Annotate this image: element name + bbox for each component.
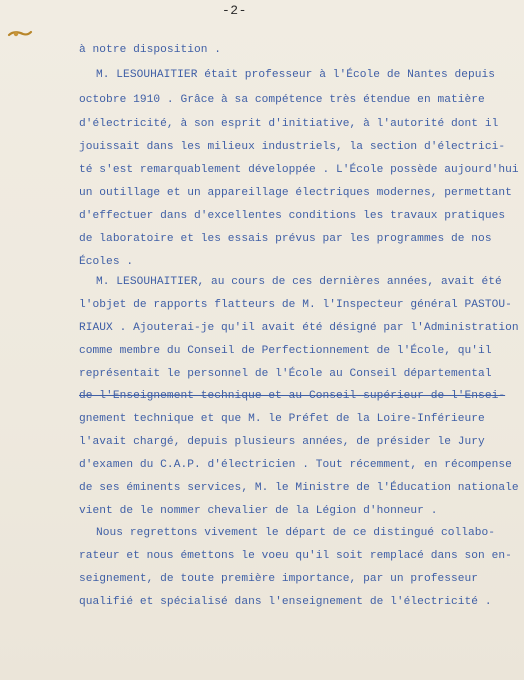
text-line: seignement, de toute première importance, par un professeur	[79, 573, 479, 585]
text-line: l'objet de rapports flatteurs de M. l'Inspecteur général PASTOU-	[79, 299, 512, 311]
text-line: comme membre du Conseil de Perfectionnement de l'École, qu'il	[79, 345, 492, 357]
text-line: gnement technique et que M. le Préfet de la Loire-Inférieure	[79, 413, 485, 425]
text-line: Nous regrettons vivement le départ de ce distingué collabo-	[96, 527, 496, 539]
text-line: d'électricité, à son esprit d'initiative, à l'autorité dont il	[79, 118, 499, 130]
text-line: d'effectuer dans d'excellentes conditions les travaux pratiques	[79, 210, 506, 222]
text-line: vient de le nommer chevalier de la Légion d'honneur .	[79, 505, 438, 517]
text-line: de laboratoire et les essais prévus par les programmes de nos	[79, 233, 492, 245]
page-number: -2-	[222, 3, 247, 18]
text-line: rateur et nous émettons le voeu qu'il soit remplacé dans son en-	[79, 550, 512, 562]
text-line: d'examen du C.A.P. d'électricien . Tout récemment, en récompense	[79, 459, 512, 471]
text-line: à notre disposition .	[79, 44, 222, 56]
text-line: M. LESOUHAITIER, au cours de ces dernières années, avait été	[96, 276, 502, 288]
text-line: représentait le personnel de l'École au Conseil départemental	[79, 368, 492, 380]
text-line: l'avait chargé, depuis plusieurs années, de présider le Jury	[79, 436, 485, 448]
paper-clip-icon	[7, 28, 33, 40]
text-line: Écoles .	[79, 256, 134, 268]
text-line: octobre 1910 . Grâce à sa compétence très étendue en matière	[79, 94, 485, 106]
text-line: jouissait dans les milieux industriels, la section d'électrici-	[79, 141, 506, 153]
text-line: de ses éminents services, M. le Ministre de l'Éducation nationale	[79, 482, 519, 494]
text-line: un outillage et un appareillage électriques modernes, permettant	[79, 187, 512, 199]
text-line: de l'Enseignement technique et au Conseil supérieur de l'Ensei-	[79, 390, 506, 402]
text-line: RIAUX . Ajouterai-je qu'il avait été désigné par l'Administration	[79, 322, 519, 334]
text-line: M. LESOUHAITIER était professeur à l'École de Nantes depuis	[96, 69, 496, 81]
text-line: té s'est remarquablement développée . L'École possède aujourd'hui	[79, 164, 519, 176]
text-line: qualifié et spécialisé dans l'enseignement de l'électricité .	[79, 596, 492, 608]
